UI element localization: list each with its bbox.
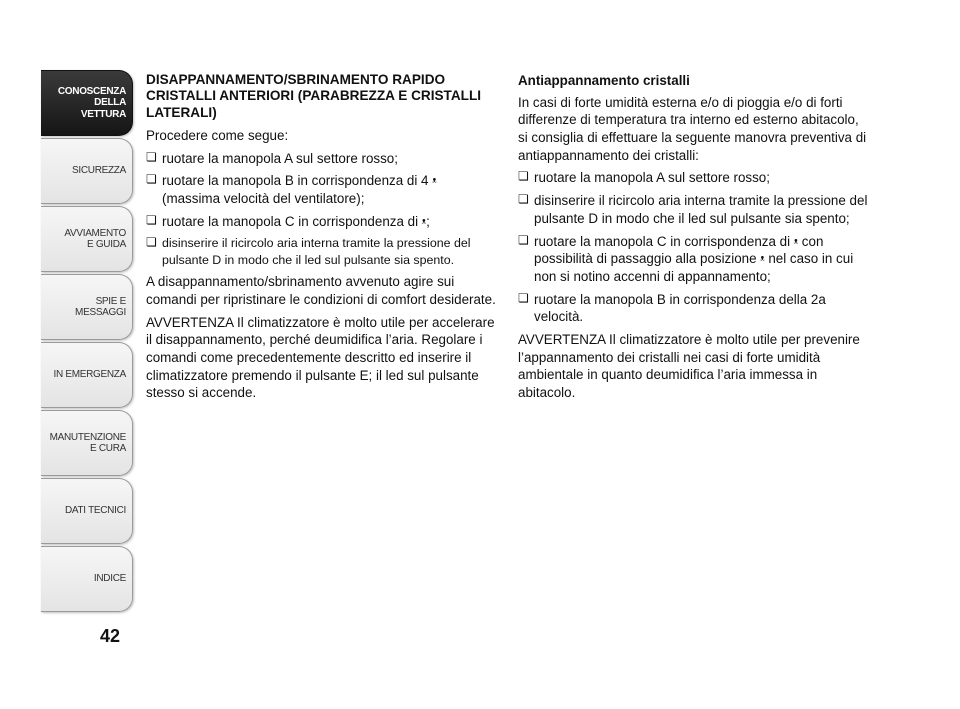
- paragraph: A disappannamento/sbrinamento avvenuto agire sui comandi per ripristinare le condizioni di comfort desiderate.: [146, 274, 496, 307]
- right-column: [518, 72, 870, 407]
- warning-paragraph: AVVERTENZA Il climatizzatore è molto utile per accelerare il disappannamento, perché deumidifica l’aria. Regolare i comandi come precedentemente descritto ed inserire il climatizzatore premendo il pulsante E; il led sul pulsante stesso si accende.: [146, 314, 495, 401]
- tab-sicurezza[interactable]: SICUREZZA: [41, 138, 133, 204]
- section-subheading: Antiappannamento cristalli: [518, 73, 690, 88]
- list-item: ❏ ruotare la manopola A sul settore rosso;: [518, 169, 870, 187]
- intro-text: In casi di forte umidità esterna e/o di pioggia e/o di forti differenze di temperatura tra interno ed esterno abitacolo, si consiglia di effettuare la seguente manovra preventiva di antiappannamento dei cristalli:: [518, 94, 867, 163]
- list-item: ❏ ruotare la manopola C in corrispondenza di ᵜ con possibilità di passaggio alla posizione ᵜ nel caso in cui non si notino accenni di appannamento;: [518, 233, 870, 286]
- tab-in-emergenza[interactable]: IN EMERGENZA: [41, 342, 133, 408]
- windscreen-demist-icon: ᵜ: [793, 236, 799, 249]
- section-heading: DISAPPANNAMENTO/SBRINAMENTO RAPIDO CRISTALLI ANTERIORI (PARABREZZA E CRISTALLI LATERALI): [146, 72, 482, 120]
- list-item: ❏ ruotare la manopola A sul settore rosso;: [146, 150, 496, 168]
- windscreen-demist-icon: ᵜ: [421, 216, 427, 229]
- chapter-tabs: [41, 70, 133, 614]
- left-column: [146, 72, 496, 407]
- list-item: ❏ ruotare la manopola C in corrispondenza di ᵜ;: [146, 213, 496, 231]
- feet-windscreen-icon: ᵜ: [760, 254, 765, 267]
- page-number: 42: [100, 626, 121, 646]
- tab-avviamento-e-guida[interactable]: AVVIAMENTO E GUIDA: [41, 206, 133, 272]
- warning-paragraph: AVVERTENZA Il climatizzatore è molto utile per prevenire l’appannamento dei cristalli nei casi di forte umidità ambientale in quanto deumidifica l’aria immessa in abitacolo.: [518, 331, 860, 400]
- list-item: ❏ ruotare la manopola B in corrispondenza di 4 ᵜ (massima velocità del ventilatore);: [146, 172, 496, 207]
- tab-dati-tecnici[interactable]: DATI TECNICI: [41, 478, 133, 544]
- list-item: ❏ disinserire il ricircolo aria interna tramite la pressione del pulsante D in modo che il led sul pulsante sia spento;: [518, 192, 870, 227]
- tab-manutenzione-e-cura[interactable]: MANUTENZIONE E CURA: [41, 410, 133, 476]
- list-item: ❏ ruotare la manopola B in corrispondenza della 2a velocità.: [518, 291, 870, 326]
- fan-speed-icon: ᵜ: [432, 176, 437, 189]
- list-item: ❏ disinserire il ricircolo aria interna tramite la pressione del pulsante D in modo che il led sul pulsante sia spento.: [146, 235, 496, 268]
- tab-spie-e-messaggi[interactable]: SPIE E MESSAGGI: [41, 274, 133, 340]
- tab-conoscenza-della-vettura[interactable]: CONOSCENZA DELLA VETTURA: [41, 70, 133, 136]
- intro-text: Procedere come segue:: [146, 127, 289, 143]
- tab-indice[interactable]: INDICE: [41, 546, 133, 612]
